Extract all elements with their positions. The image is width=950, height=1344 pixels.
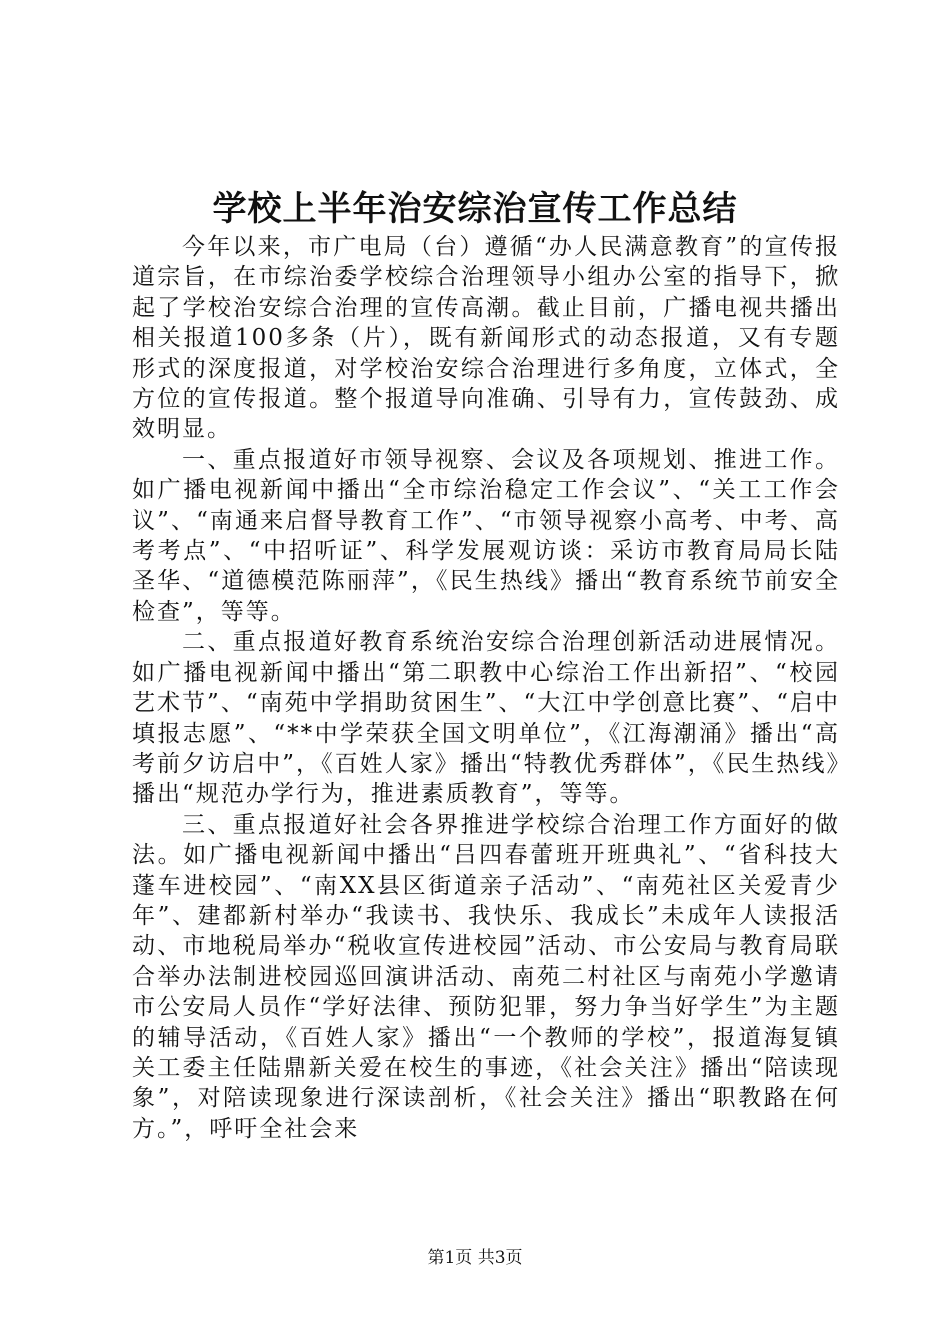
page-number-footer: 第1页 共3页 <box>427 1248 523 1268</box>
paragraph-section-1: 一、重点报道好市领导视察、会议及各项规划、推进工作。如广播电视新闻中播出“全市综治稳定工作会议”、“关工工作会议”、“南通来启督导教育工作”、“市领导视察小高考、中考、高考考点”、“中招听证”、科学发展观访谈：采访市教育局局长陆圣华、“道德模范陈丽萍”，《民生热线》播出“教育系统节前安全检查”，等等。 <box>132 446 840 625</box>
paragraph-section-2: 二、重点报道好教育系统治安综合治理创新活动进展情况。如广播电视新闻中播出“第二职教中心综治工作出新招”、“校园艺术节”、“南苑中学捐助贫困生”、“大江中学创意比赛”、“启中填报志愿”、“**中学荣获全国文明单位”，《江海潮涌》播出“高考前夕访启中”，《百姓人家》播出“特教优秀群体”，《民生热线》播出“规范办学行为，推进素质教育”，等等。 <box>132 629 840 808</box>
paragraph-intro: 今年以来，市广电局（台）遵循“办人民满意教育”的宣传报道宗旨，在市综治委学校综合治理领导小组办公室的指导下，掀起了学校治安综合治理的宣传高潮。截止目前，广播电视共播出相关报道100多条（片），既有新闻形式的动态报道，又有专题形式的深度报道，对学校治安综合治理进行多角度，立体式，全方位的宣传报道。整个报道导向准确、引导有力，宣传鼓劲、成效明显。 <box>132 234 840 443</box>
document-body <box>132 232 840 1144</box>
document-title: 学校上半年治安综治宣传工作总结 <box>212 189 738 229</box>
paragraph-section-3: 三、重点报道好社会各界推进学校综合治理工作方面好的做法。如广播电视新闻中播出“吕四春蕾班开班典礼”、“省科技大蓬车进校园”、“南XX县区街道亲子活动”、“南苑社区关爱青少年”、建都新村举办“我读书、我快乐、我成长”未成年人读报活动、市地税局举办“税收宣传进校园”活动、市公安局与教育局联合举办法制进校园巡回演讲活动、南苑二村社区与南苑小学邀请市公安局人员作“学好法律、预防犯罪，努力争当好学生”为主题的辅导活动，《百姓人家》播出“一个教师的学校”，报道海复镇关工委主任陆鼎新关爱在校生的事迹，《社会关注》播出“陪读现象”，对陪读现象进行深读剖析，《社会关注》播出“职教路在何方。”，呼吁全社会来 <box>132 811 840 1142</box>
